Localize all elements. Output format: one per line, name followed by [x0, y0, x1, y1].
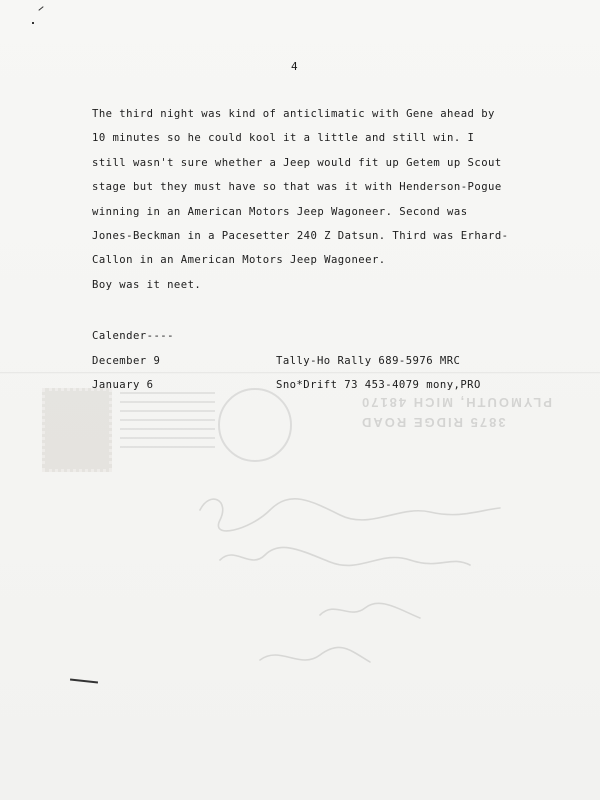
- return-address-line: 3875 RIDGE ROAD: [360, 415, 506, 430]
- body-line: stage but they must have so that was it with Henderson-Pogue: [92, 181, 502, 194]
- calendar-heading: Calender----: [92, 330, 174, 342]
- body-line: Boy was it neet.: [92, 278, 202, 291]
- calendar-entry-event: Sno*Drift 73 453-4079 mony,PRO: [276, 379, 481, 391]
- calendar-entry: [92, 379, 512, 401]
- page-number: 4: [291, 60, 299, 73]
- body-line: still wasn't sure whether a Jeep would fit up Getem up Scout: [92, 156, 502, 169]
- calendar-entry-event: Tally-Ho Rally 689-5976 MRC: [276, 355, 461, 367]
- paper-mark: [38, 6, 43, 11]
- body-line: Jones-Beckman in a Pacesetter 240 Z Datsun. Third was Erhard-: [92, 230, 509, 243]
- paper-mark: [70, 679, 98, 684]
- handwritten-address-bleed: [190, 490, 510, 680]
- calendar-entry-date: December 9: [92, 355, 161, 367]
- letter-body: [92, 102, 512, 297]
- postmark-cancel-lines: [120, 392, 215, 454]
- body-line: Callon in an American Motors Jeep Wagoneer.: [92, 254, 386, 267]
- calendar-entry: [92, 355, 512, 377]
- body-line: The third night was kind of anticlimatic with Gene ahead by: [92, 108, 495, 120]
- paper-mark: [32, 22, 34, 24]
- return-address-line: PLYMOUTH, MICH 48170: [360, 395, 552, 410]
- calendar-entry-date: January 6: [92, 379, 154, 391]
- body-line: 10 minutes so he could kool it a little and still win. I: [92, 132, 475, 145]
- body-line: winning in an American Motors Jeep Wagoneer. Second was: [92, 205, 468, 218]
